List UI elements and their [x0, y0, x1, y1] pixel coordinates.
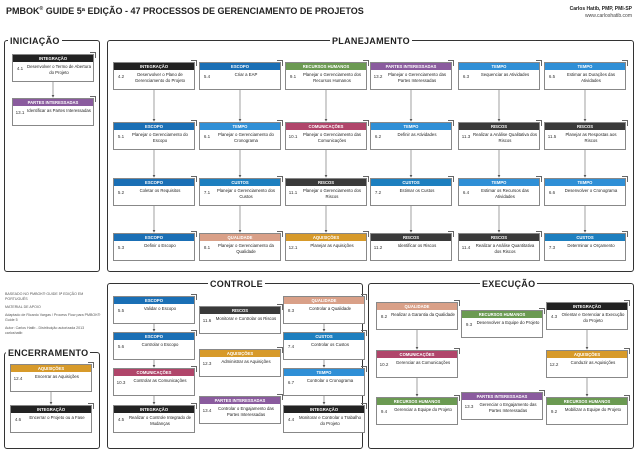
- author-name: Carlos Hatib, PMP, PMI-SP: [569, 6, 632, 12]
- process-name: Estimar as Durações das Atividades: [566, 72, 615, 83]
- process-number: 5.1: [117, 134, 125, 139]
- process-name: Criar a EAP: [234, 72, 258, 77]
- panel-encerramento-title: ENCERRAMENTO: [8, 348, 89, 358]
- process-4-2: [113, 62, 195, 90]
- process-category: COMUNICAÇÕES: [286, 123, 366, 130]
- process-7-1: [199, 178, 281, 206]
- process-10-2: [376, 350, 458, 378]
- process-category: RECURSOS HUMANOS: [377, 398, 457, 405]
- process-11-2: [370, 233, 452, 261]
- process-name: Planejar o Gerenciamento dos Recursos Humanos: [302, 72, 362, 83]
- process-category: TEMPO: [545, 63, 625, 70]
- process-5-5: [113, 296, 195, 324]
- process-number: 4.6: [14, 417, 22, 422]
- process-category: TEMPO: [200, 123, 280, 130]
- process-5-2: [113, 178, 195, 206]
- process-number: 13.4: [202, 408, 212, 413]
- process-name: Realizar o Controle Integrado de Mudanças: [128, 415, 192, 426]
- process-5-6: [113, 332, 195, 360]
- process-number: 7.1: [203, 190, 211, 195]
- process-category: TEMPO: [459, 63, 539, 70]
- process-number: 12.3: [202, 361, 212, 366]
- process-number: 6.3: [462, 74, 470, 79]
- process-7-3: [544, 233, 626, 261]
- process-name: Desenvolver o Termo de Abertura do Projeto: [27, 64, 91, 75]
- process-9-1: [285, 62, 367, 90]
- process-name: Planejar o Gerenciamento do Escopo: [132, 132, 188, 143]
- process-number: 4.4: [287, 417, 295, 422]
- process-name: Controlar o Cronograma: [306, 378, 354, 383]
- process-number: 12.4: [13, 376, 23, 381]
- process-name: Sequenciar as Atividades: [480, 72, 530, 77]
- process-name: Estimar os Custos: [399, 188, 435, 193]
- process-number: 9.4: [380, 409, 388, 414]
- process-12-1: [285, 233, 367, 261]
- process-category: RECURSOS HUMANOS: [286, 63, 366, 70]
- process-12-4: [10, 364, 92, 392]
- process-name: Encerrar as Aquisições: [35, 374, 79, 379]
- process-number: 10.2: [379, 362, 389, 367]
- process-category: CUSTOS: [371, 179, 451, 186]
- process-name: Monitorar e Controlar os Riscos: [215, 316, 277, 321]
- process-category: PARTES INTERESSADAS: [13, 99, 93, 106]
- note-1: BASEADO NO PMBOK® GUIDE 5ª EDIÇÃO EM PORTUGUÊS: [5, 292, 84, 301]
- process-number: 11.4: [461, 245, 471, 250]
- process-11-1: [285, 178, 367, 206]
- process-12-3: [199, 349, 281, 377]
- process-13-3: [461, 392, 543, 420]
- process-name: Planejar o Gerenciamento das Partes Interessadas: [387, 72, 447, 83]
- process-category: RISCOS: [371, 234, 451, 241]
- process-13-2: [370, 62, 452, 90]
- process-number: 6.2: [374, 134, 382, 139]
- process-11-5: [544, 122, 626, 150]
- process-number: 13.1: [15, 110, 25, 115]
- process-category: ESCOPO: [114, 333, 194, 340]
- process-number: 11.1: [288, 190, 298, 195]
- process-category: RISCOS: [459, 234, 539, 241]
- process-4-3: [546, 302, 628, 330]
- process-category: INTEGRAÇÃO: [11, 406, 91, 413]
- process-category: ESCOPO: [114, 297, 194, 304]
- process-name: Identificar as Partes Interessadas: [27, 108, 91, 113]
- process-number: 4.5: [117, 417, 125, 422]
- process-number: 5.6: [117, 344, 125, 349]
- process-4-4: [283, 405, 365, 433]
- process-name: Controlar a Qualidade: [308, 306, 352, 311]
- process-category: PARTES INTERESSADAS: [462, 393, 542, 400]
- process-category: INTEGRAÇÃO: [114, 63, 194, 70]
- process-name: Conduzir as Aquisições: [570, 360, 616, 365]
- process-number: 4.3: [550, 314, 558, 319]
- process-6-5: [544, 62, 626, 90]
- process-category: AQUISIÇÕES: [11, 365, 91, 372]
- process-number: 9.1: [289, 74, 297, 79]
- panel-execucao-title: EXECUÇÃO: [482, 279, 536, 289]
- process-number: 7.2: [374, 190, 382, 195]
- process-number: 7.4: [287, 344, 295, 349]
- note-2: MATERIAL DE APOIO: [5, 305, 41, 309]
- process-name: Desenvolver a Equipe do Projeto: [476, 320, 540, 325]
- process-name: Monitorar e Controlar o Trabalho do Projeto: [298, 415, 362, 426]
- process-category: QUALIDADE: [377, 303, 457, 310]
- process-name: Planejar o Gerenciamento do Cronograma: [218, 132, 274, 143]
- process-category: AQUISIÇÕES: [286, 234, 366, 241]
- process-name: Gerenciar as Comunicações: [395, 360, 451, 365]
- process-category: QUALIDADE: [284, 297, 364, 304]
- process-category: COMUNICAÇÕES: [377, 351, 457, 358]
- process-name: Encerrar o Projeto ou a Fase: [29, 415, 85, 420]
- process-number: 5.5: [117, 308, 125, 313]
- process-name: Controlar o Escopo: [141, 342, 179, 347]
- page-title: PMBOK® GUIDE 5ª EDIÇÃO - 47 PROCESSOS DE GERENCIAMENTO DE PROJETOS: [6, 6, 364, 16]
- process-category: PARTES INTERESSADAS: [200, 397, 280, 404]
- process-name: Controlar o Engajamento das Partes Interessadas: [218, 406, 274, 417]
- process-name: Orientar e Gerenciar a Execução do Projeto: [561, 312, 625, 323]
- process-6-3: [458, 62, 540, 90]
- process-4-6: [10, 405, 92, 433]
- process-name: Controlar os Custos: [311, 342, 349, 347]
- process-number: 8.2: [380, 314, 388, 319]
- process-number: 4.1: [16, 66, 24, 71]
- process-number: 6.4: [462, 190, 470, 195]
- process-6-2: [370, 122, 452, 150]
- panel-controle-title: CONTROLE: [210, 279, 263, 289]
- note-4: Autor: Carlos Hatib - Distribuição autorizada 2013 carloshatib: [5, 326, 85, 335]
- process-name: Planejar o Gerenciamento dos Custos: [216, 188, 276, 199]
- process-8-3: [283, 296, 365, 324]
- process-number: 11.3: [461, 134, 471, 139]
- process-5-4: [199, 62, 281, 90]
- process-name: Definir o Escopo: [144, 243, 176, 248]
- process-13-4: [199, 396, 281, 424]
- process-number: 9.3: [465, 322, 473, 327]
- process-number: 7.3: [548, 245, 556, 250]
- process-name: Realizar a Análise Quantitativa dos Riscos: [475, 243, 535, 254]
- panel-iniciacao-title: INICIAÇÃO: [10, 36, 60, 46]
- process-10-1: [285, 122, 367, 150]
- panel-planejamento-title: PLANEJAMENTO: [332, 36, 410, 46]
- process-7-4: [283, 332, 365, 360]
- process-name: Desenvolver o Plano de Gerenciamento do Projeto: [134, 72, 186, 83]
- process-11-4: [458, 233, 540, 261]
- process-name: Administrar as Aquisições: [221, 359, 271, 364]
- process-name: Realizar a Garantia da Qualidade: [391, 312, 455, 317]
- process-10-3: [113, 368, 195, 396]
- process-name: Gerenciar o Engajamento das Partes Interessadas: [479, 402, 537, 413]
- process-name: Planejar o Gerenciamento das Comunicações: [302, 132, 362, 143]
- process-number: 9.2: [550, 409, 558, 414]
- process-category: QUALIDADE: [200, 234, 280, 241]
- process-6-7: [283, 368, 365, 396]
- note-3: Adaptado de Ricardo Vargas / Process Flow para PMBOK® Guide 5: [5, 313, 101, 322]
- process-6-1: [199, 122, 281, 150]
- process-number: 11.5: [547, 134, 557, 139]
- process-number: 12.1: [288, 245, 298, 250]
- process-name: Planejar o Gerenciamento dos Riscos: [302, 188, 362, 199]
- process-name: Mobilizar a Equipe do Projeto: [564, 407, 622, 412]
- process-5-1: [113, 122, 195, 150]
- process-number: 5.4: [203, 74, 211, 79]
- process-category: INTEGRAÇÃO: [284, 406, 364, 413]
- process-8-2: [376, 302, 458, 330]
- process-category: INTEGRAÇÃO: [114, 406, 194, 413]
- process-number: 5.3: [117, 245, 125, 250]
- process-number: 4.2: [117, 74, 125, 79]
- side-notes: [5, 292, 101, 339]
- process-category: RISCOS: [545, 123, 625, 130]
- process-category: TEMPO: [371, 123, 451, 130]
- process-category: TEMPO: [459, 179, 539, 186]
- process-4-1: [12, 54, 94, 82]
- process-number: 8.3: [287, 308, 295, 313]
- process-12-2: [546, 350, 628, 378]
- process-number: 6.6: [548, 190, 556, 195]
- process-name: Estimar os Recursos das Atividades: [481, 188, 529, 199]
- process-category: PARTES INTERESSADAS: [371, 63, 451, 70]
- process-number: 5.2: [117, 190, 125, 195]
- process-name: Gerenciar a Equipe do Projeto: [394, 407, 452, 412]
- process-7-2: [370, 178, 452, 206]
- process-4-5: [113, 405, 195, 433]
- process-category: RISCOS: [286, 179, 366, 186]
- process-name: Desenvolver o Cronograma: [564, 188, 618, 193]
- process-11-6: [199, 306, 281, 334]
- process-name: Validar o Escopo: [143, 306, 177, 311]
- process-category: RECURSOS HUMANOS: [462, 311, 542, 318]
- process-category: TEMPO: [284, 369, 364, 376]
- process-category: RISCOS: [200, 307, 280, 314]
- process-category: RISCOS: [459, 123, 539, 130]
- process-name: Planejar as Aquisições: [310, 243, 354, 248]
- process-number: 8.1: [203, 245, 211, 250]
- process-category: ESCOPO: [200, 63, 280, 70]
- process-category: CUSTOS: [284, 333, 364, 340]
- process-category: AQUISIÇÕES: [547, 351, 627, 358]
- author-site: www.carloshatib.com: [585, 13, 632, 19]
- process-name: Identificar os Riscos: [397, 243, 437, 248]
- process-name: Planejar o Gerenciamento da Qualidade: [218, 243, 274, 254]
- process-category: INTEGRAÇÃO: [13, 55, 93, 62]
- process-number: 11.2: [373, 245, 383, 250]
- process-9-4: [376, 397, 458, 425]
- process-category: ESCOPO: [114, 123, 194, 130]
- process-number: 6.7: [287, 380, 295, 385]
- process-category: ESCOPO: [114, 179, 194, 186]
- process-number: 13.3: [464, 404, 474, 409]
- process-11-3: [458, 122, 540, 150]
- process-5-3: [113, 233, 195, 261]
- process-category: RECURSOS HUMANOS: [547, 398, 627, 405]
- process-name: Definir as Atividades: [397, 132, 437, 137]
- process-category: COMUNICAÇÕES: [114, 369, 194, 376]
- process-name: Planejar as Respostas aos Riscos: [565, 132, 617, 143]
- process-number: 12.2: [549, 362, 559, 367]
- process-6-4: [458, 178, 540, 206]
- process-category: INTEGRAÇÃO: [547, 303, 627, 310]
- process-name: Coletar os Requisitos: [139, 188, 181, 193]
- process-category: ESCOPO: [114, 234, 194, 241]
- process-8-1: [199, 233, 281, 261]
- process-category: AQUISIÇÕES: [200, 350, 280, 357]
- process-category: CUSTOS: [545, 234, 625, 241]
- process-number: 13.2: [373, 74, 383, 79]
- process-9-3: [461, 310, 543, 338]
- process-name: Determinar o Orçamento: [567, 243, 615, 248]
- process-9-2: [546, 397, 628, 425]
- process-number: 10.3: [116, 380, 126, 385]
- process-category: TEMPO: [545, 179, 625, 186]
- author-credit: [570, 6, 632, 20]
- process-number: 6.1: [203, 134, 211, 139]
- process-category: CUSTOS: [200, 179, 280, 186]
- process-number: 11.6: [202, 318, 212, 323]
- process-name: Controlar as Comunicações: [133, 378, 187, 383]
- process-number: 10.1: [288, 134, 298, 139]
- process-name: Realizar a Análise Qualitativa dos Riscos: [473, 132, 537, 143]
- process-13-1: [12, 98, 94, 126]
- process-number: 6.5: [548, 74, 556, 79]
- process-6-6: [544, 178, 626, 206]
